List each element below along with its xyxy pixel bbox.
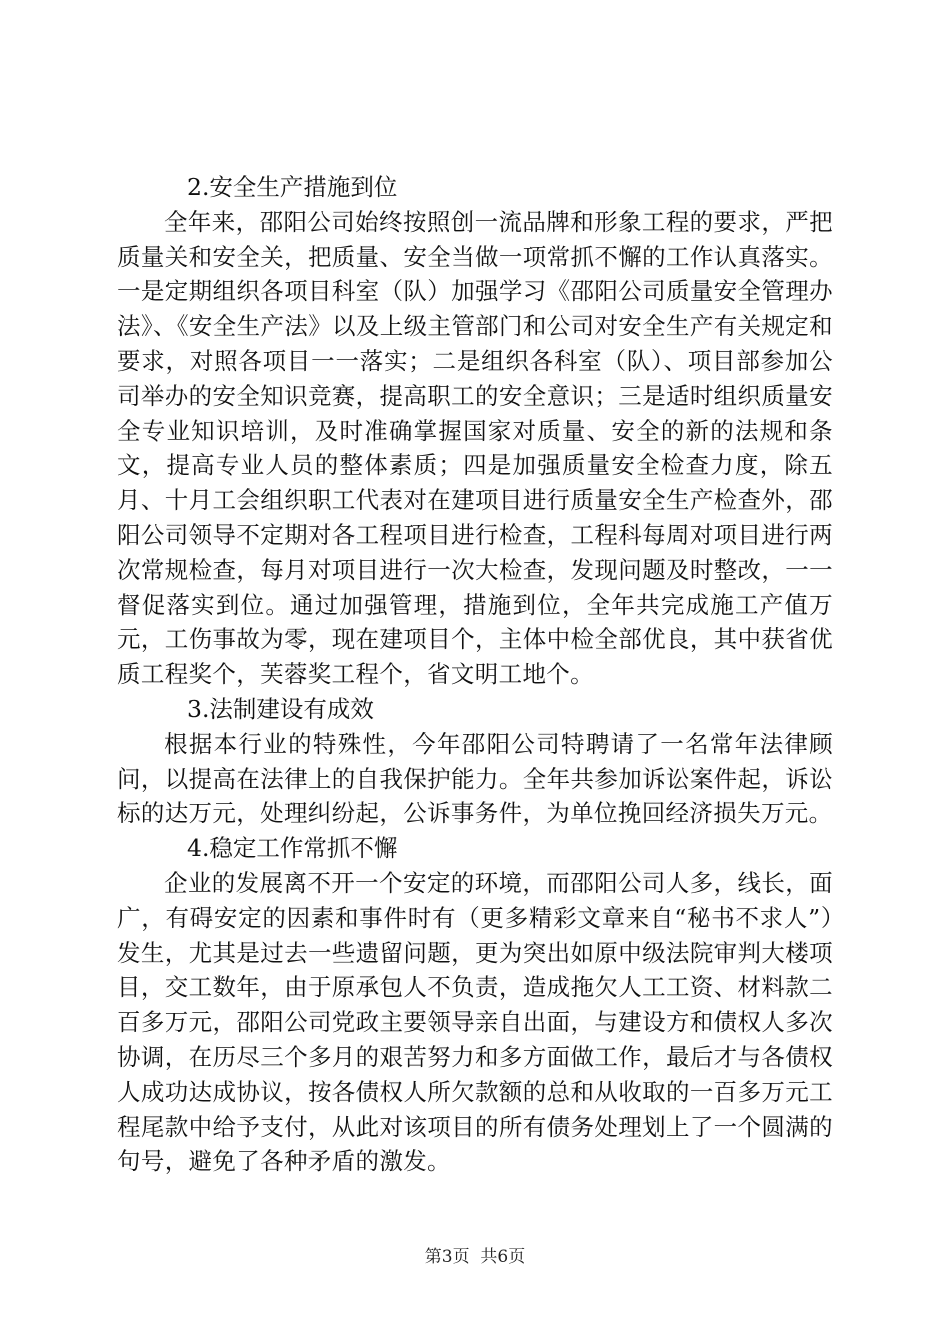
section-paragraph-safety: 全年来，邵阳公司始终按照创一流品牌和形象工程的要求，严把质量关和安全关，把质量、安全当做一项常抓不懈的工作认真落实。一是定期组织各项目科室（队）加强学习《邵阳公司质量安全管理办法》、《安全生产法》以及上级主管部门和公司对安全生产有关规定和要求，对照各项目一一落实；二是组织各科室（队）、项目部参加公司举办的安全知识竞赛，提高职工的安全意识；三是适时组织质量安全专业知识培训，及时准确掌握国家对质量、安全的新的法规和条文，提高专业人员的整体素质；四是加强质量安全检查力度，除五月、十月工会组织职工代表对在建项目进行质量安全生产检查外，邵阳公司领导不定期对各工程项目进行检查，工程科每周对项目进行两次常规检查，每月对项目进行一次大检查，发现问题及时整改，一一督促落实到位。通过加强管理，措施到位，全年共完成施工产值万元，工伤事故为零，现在建项目个，主体中检全部优良，其中获省优质工程奖个，芙蓉奖工程个，省文明工地个。 — [117, 207, 833, 689]
page-number-footer: 第3页 共6页 — [424, 1247, 526, 1267]
section-heading-legal: 3.法制建设有成效 — [187, 694, 374, 723]
section-paragraph-legal: 根据本行业的特殊性，今年邵阳公司特聘请了一名常年法律顾问，以提高在法律上的自我保护能力。全年共参加诉讼案件起，诉讼标的达万元，处理纠纷起，公诉事务件，为单位挽回经济损失万元。 — [117, 729, 833, 828]
section-paragraph-stability: 企业的发展离不开一个安定的环境，而邵阳公司人多，线长，面广，有碍安定的因素和事件时有（更多精彩文章来自“秘书不求人”）发生，尤其是过去一些遗留问题，更为突出如原中级法院审判大楼项目，交工数年，由于原承包人不负责，造成拖欠人工工资、材料款二百多万元，邵阳公司党政主要领导亲自出面，与建设方和债权人多次协调，在历尽三个多月的艰苦努力和多方面做工作，最后才与各债权人成功达成协议，按各债权人所欠款额的总和从收取的一百多万元工程尾款中给予支付，从此对该项目的所有债务处理划上了一个圆满的句号，避免了各种矛盾的激发。 — [117, 868, 833, 1176]
section-heading-safety: 2.安全生产措施到位 — [187, 173, 398, 201]
document-body — [117, 170, 833, 1179]
section-heading-stability: 4.稳定工作常抓不懈 — [187, 834, 398, 863]
